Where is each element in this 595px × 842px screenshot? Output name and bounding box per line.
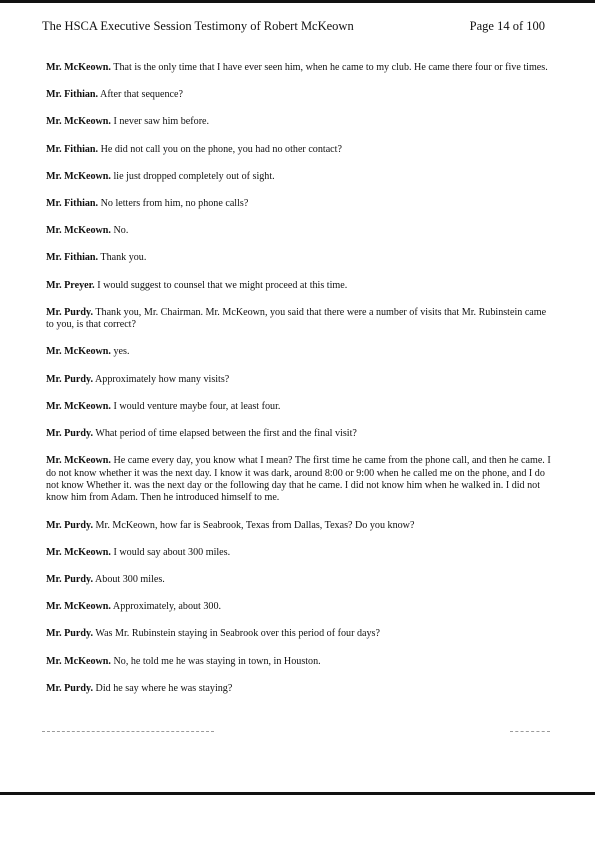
testimony-text: Approximately how many visits? [94, 373, 230, 385]
testimony-text: No, he told me he was staying in town, in Houston. [113, 655, 321, 667]
testimony-paragraph [46, 116, 556, 128]
testimony-paragraph [46, 656, 556, 668]
testimony-text: No. [113, 225, 129, 237]
testimony-paragraph [46, 628, 556, 640]
speaker-name: Mr. McKeown. [46, 601, 111, 613]
speaker-name: Mr. Fithian. [46, 252, 99, 264]
testimony-paragraph [46, 520, 556, 532]
speaker-name: Mr. McKeown. [46, 170, 111, 182]
speaker-name: Mr. Fithian. [46, 89, 99, 101]
speaker-name: Mr. Purdy. [46, 428, 94, 440]
testimony-paragraph [46, 346, 556, 358]
testimony-paragraph [46, 198, 556, 210]
speaker-name: Mr. McKeown. [46, 546, 111, 558]
testimony-body [46, 62, 556, 710]
testimony-paragraph [46, 171, 556, 183]
speaker-name: Mr. Purdy. [46, 306, 94, 318]
testimony-paragraph [46, 601, 556, 613]
testimony-text: He did not call you on the phone, you had no other contact? [100, 143, 342, 155]
testimony-text: Approximately, about 300. [112, 601, 222, 613]
testimony-text: He came every day, you know what I mean? The first time he came from the phone call, and then he came. I do not know whether it was the next day. I know it was dark, around 8:00 or 9:00 when he called me on the phone, and I do not know Whether it. was the next day or the following day that he came. I did not know him when he walked in. I did not know him from Adam. Then he introduced himself to me. [46, 455, 551, 504]
testimony-text: Did he say where he was staying? [95, 682, 233, 694]
speaker-name: Mr. Purdy. [46, 628, 94, 640]
testimony-paragraph [46, 280, 556, 292]
top-border-rule [0, 0, 595, 3]
speaker-name: Mr. McKeown. [46, 655, 111, 667]
testimony-paragraph [46, 401, 556, 413]
testimony-paragraph [46, 455, 556, 505]
testimony-paragraph [46, 574, 556, 586]
testimony-text: After that sequence? [100, 89, 183, 101]
testimony-paragraph [46, 62, 556, 74]
scan-artifact-line [42, 731, 214, 734]
testimony-text: I would venture maybe four, at least four. [113, 400, 281, 412]
testimony-text: I never saw him before. [113, 116, 210, 128]
testimony-paragraph [46, 307, 556, 332]
speaker-name: Mr. Preyer. [46, 279, 95, 291]
testimony-text: That is the only time that I have ever seen him, when he came to my club. He came there four or five times. [113, 62, 548, 73]
testimony-text: Thank you. [100, 252, 147, 264]
speaker-name: Mr. McKeown. [46, 400, 111, 412]
testimony-text: lie just dropped completely out of sight. [113, 170, 275, 182]
testimony-paragraph [46, 547, 556, 559]
testimony-text: Was Mr. Rubinstein staying in Seabrook over this period of four days? [95, 628, 380, 640]
speaker-name: Mr. McKeown. [46, 62, 111, 73]
testimony-paragraph [46, 225, 556, 237]
testimony-text: Thank you, Mr. Chairman. Mr. McKeown, you said that there were a number of visits that Mr. Rubinstein came to you, is that correct? [46, 306, 547, 331]
testimony-paragraph [46, 683, 556, 695]
scan-artifact-line [510, 731, 550, 734]
speaker-name: Mr. Purdy. [46, 373, 94, 385]
speaker-name: Mr. McKeown. [46, 225, 111, 237]
speaker-name: Mr. McKeown. [46, 116, 111, 128]
testimony-text: I would suggest to counsel that we might proceed at this time. [97, 279, 348, 291]
testimony-text: No letters from him, no phone calls? [100, 198, 249, 210]
testimony-text: Mr. McKeown, how far is Seabrook, Texas from Dallas, Texas? Do you know? [95, 519, 415, 531]
speaker-name: Mr. Purdy. [46, 519, 94, 531]
testimony-paragraph [46, 374, 556, 386]
speaker-name: Mr. Purdy. [46, 682, 94, 694]
document-title: The HSCA Executive Session Testimony of Robert McKeown [42, 19, 354, 33]
speaker-name: Mr. Purdy. [46, 574, 94, 586]
page-number: Page 14 of 100 [469, 19, 545, 33]
speaker-name: Mr. Fithian. [46, 143, 99, 155]
testimony-paragraph [46, 144, 556, 156]
testimony-text: yes. [113, 346, 130, 358]
testimony-text: What period of time elapsed between the first and the final visit? [95, 428, 357, 440]
speaker-name: Mr. Fithian. [46, 198, 99, 210]
testimony-text: About 300 miles. [94, 574, 165, 586]
testimony-paragraph [46, 428, 556, 440]
bottom-border-rule [0, 792, 595, 795]
speaker-name: Mr. McKeown. [46, 455, 111, 467]
testimony-paragraph [46, 252, 556, 264]
speaker-name: Mr. McKeown. [46, 346, 111, 358]
testimony-text: I would say about 300 miles. [113, 546, 231, 558]
testimony-paragraph [46, 89, 556, 101]
